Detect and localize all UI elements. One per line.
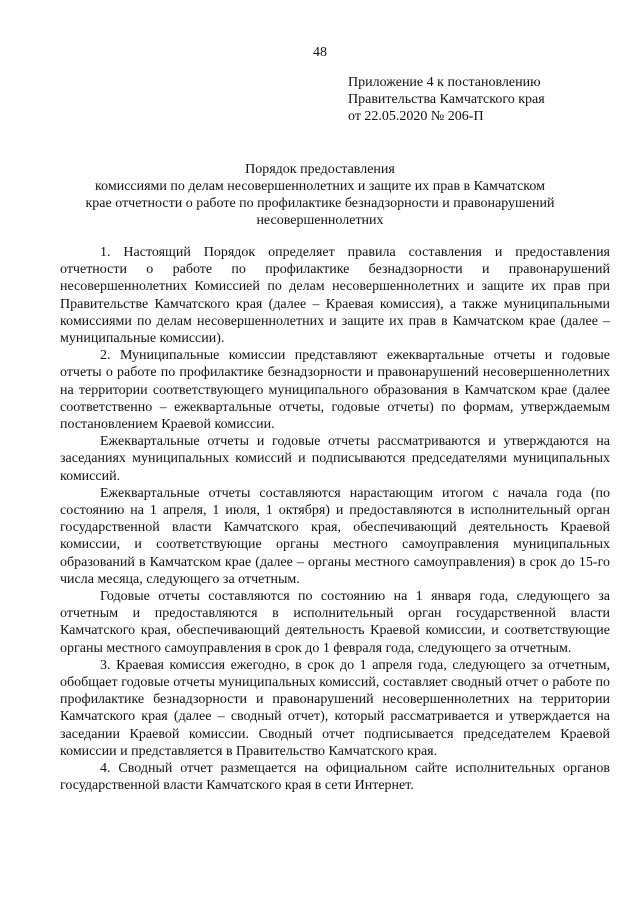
appendix-line: Приложение 4 к постановлению	[348, 75, 541, 90]
appendix-line: от 22.05.2020 № 206-П	[348, 109, 484, 124]
document-body	[60, 244, 610, 795]
document-title	[60, 161, 580, 229]
paragraph-1: 1. Настоящий Порядок определяет правила составления и предоставления отчетности о работе по профилактике безнадзорности и правонарушений несовершеннолетних Комиссией по делам несовершеннолетних и защите их прав при Правительстве Камчатского края (далее – Краевая комиссия), а также муниципальными комиссиями по делам несовершеннолетних и защите их прав в Камчатском крае (далее – муниципальные комиссии).	[60, 245, 610, 347]
paragraph-4: Ежеквартальные отчеты составляются нарастающим итогом с начала года (по состоянию на 1 апреля, 1 июля, 1 октября) и предоставляются в исполнительный орган государственной власти Камчатского края, обеспечивающий деятельность Краевой комиссии, и соответствующие органы местного самоуправления муниципальных образований в Камчатском крае (далее – органы местного самоуправления) в срок до 15-го числа месяца, следующего за отчетным.	[60, 485, 610, 587]
title-line: комиссиями по делам несовершеннолетних и защите их прав в Камчатском	[95, 179, 545, 194]
paragraph-3: Ежеквартальные отчеты и годовые отчеты рассматриваются и утверждаются на заседаниях муниципальных комиссий и подписываются председателями муниципальных комиссий.	[60, 434, 610, 484]
title-line: крае отчетности о работе по профилактике безнадзорности и правонарушений	[85, 196, 555, 211]
paragraph-7: 4. Сводный отчет размещается на официальном сайте исполнительных органов государственной власти Камчатского края в сети Интернет.	[60, 761, 610, 794]
page-number: 48	[313, 45, 327, 60]
appendix-header	[348, 74, 545, 125]
title-line: Порядок предоставления	[245, 162, 395, 177]
appendix-line: Правительства Камчатского края	[348, 92, 545, 107]
title-line: несовершеннолетних	[256, 213, 384, 228]
paragraph-5: Годовые отчеты составляются по состоянию на 1 января года, следующего за отчетным и предоставляются в исполнительный орган государственной власти Камчатского края, обеспечивающий деятельность Краевой комиссии, и соответствующие органы местного самоуправления в срок до 1 февраля года, следующего за отчетным.	[60, 589, 610, 656]
paragraph-2: 2. Муниципальные комиссии представляют ежеквартальные отчеты и годовые отчеты о работе по профилактике безнадзорности и правонарушений несовершеннолетних на территории соответствующего муниципального образования в Камчатском крае (далее соответственно – ежеквартальные отчеты, годовые отчеты) по формам, утверждаемым постановлением Краевой комиссии.	[60, 348, 610, 433]
paragraph-6: 3. Краевая комиссия ежегодно, в срок до 1 апреля года, следующего за отчетным, обобщает годовые отчеты муниципальных комиссий, составляет сводный отчет о работе по профилактике безнадзорности и правонарушений несовершеннолетних на территории Камчатского края (далее – сводный отчет), который рассматривается и утверждается на заседании Краевой комиссии. Сводный отчет подписывается председателем Краевой комиссии и представляется в Правительство Камчатского края.	[60, 657, 610, 759]
